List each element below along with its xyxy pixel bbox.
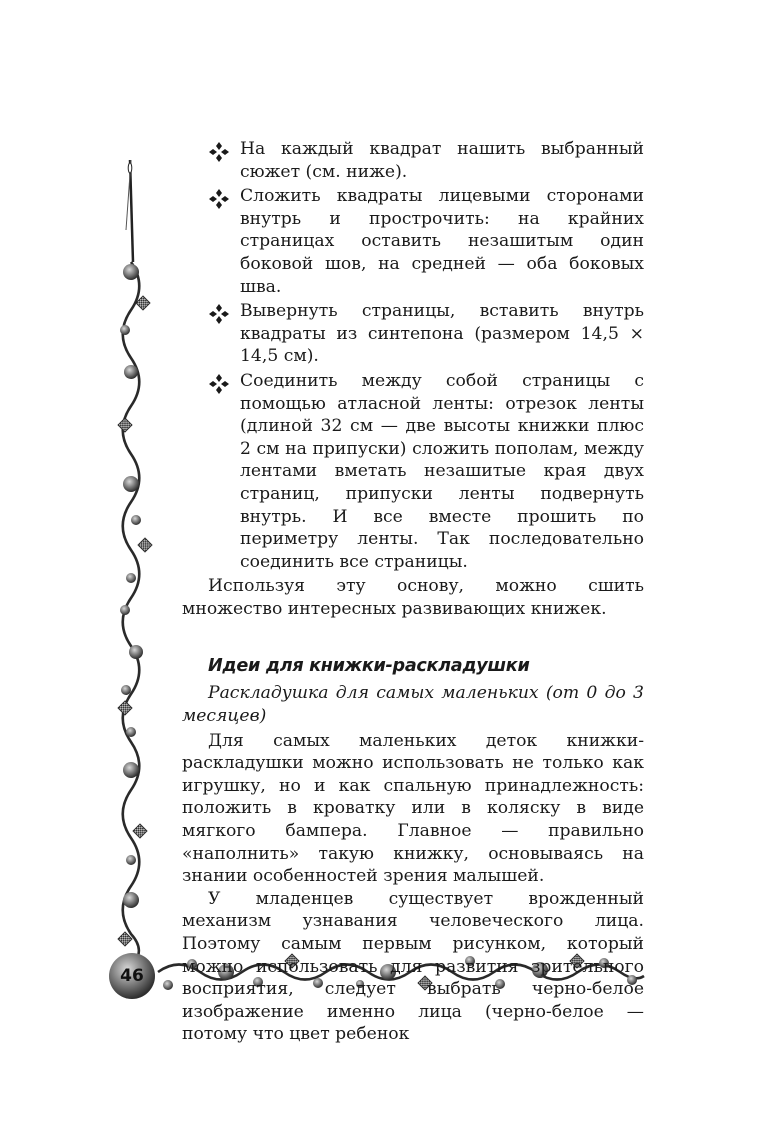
diamond-cluster-icon	[208, 188, 230, 210]
body-paragraph: У младенцев существует врожденный механизм узнавания человеческого лица. Поэтому самым первым рисунком, который можно использовать для развития зрительного восприятия, следует выбрать черно-белое изображение именно лица (черно-белое — потому что цвет ребенок	[182, 888, 644, 1045]
summary-paragraph: Используя эту основу, можно сшить множество интересных развивающих книжек.	[182, 576, 644, 619]
list-item-text: Соединить между собой страницы с помощью атласной ленты: отрезок ленты (длиной 32 см — две высоты книжки плюс 2 см на припуски) сложить пополам, между лентами вметать незашитые края двух страниц, припуски ленты подвернуть внутрь. И все вместе прошить по периметру ленты. Так последовательно соединить все страницы.	[240, 370, 644, 572]
instruction-list	[182, 138, 644, 573]
list-item-text: Сложить квадраты лицевыми сторонами внутрь и прострочить: на крайних страницах оставить незашитым один боковой шов, на средней — оба боковых шва.	[240, 186, 644, 297]
needle-icon	[126, 160, 133, 262]
list-item	[182, 300, 644, 368]
list-item-text: Вывернуть страницы, вставить внутрь квадраты из синтепона (размером 14,5 × 14,5 см).	[240, 301, 644, 367]
body-paragraph: Для самых маленьких деток книжки-раскладушки можно использовать не только как игрушку, но и как спальную принадлежность: положить в кроватку или в коляску в виде мягкого бампера. Главное — правильно «наполнить» такую книжку, основываясь на знании особенностей зрения малышей.	[182, 730, 644, 887]
diamond-cluster-icon	[208, 373, 230, 395]
page-content	[182, 138, 644, 1046]
subsection-heading: Раскладушка для самых маленьких (от 0 до 3 месяцев)	[182, 683, 644, 727]
list-item-text: На каждый квадрат нашить выбранный сюжет (см. ниже).	[240, 139, 644, 182]
list-item	[182, 138, 644, 183]
list-item	[182, 185, 644, 298]
diamond-cluster-icon	[208, 303, 230, 325]
page-number: 46	[120, 966, 144, 986]
diamond-cluster-icon	[208, 141, 230, 163]
section-heading: Идеи для книжки-раскладушки	[208, 656, 530, 677]
list-item	[182, 370, 644, 573]
